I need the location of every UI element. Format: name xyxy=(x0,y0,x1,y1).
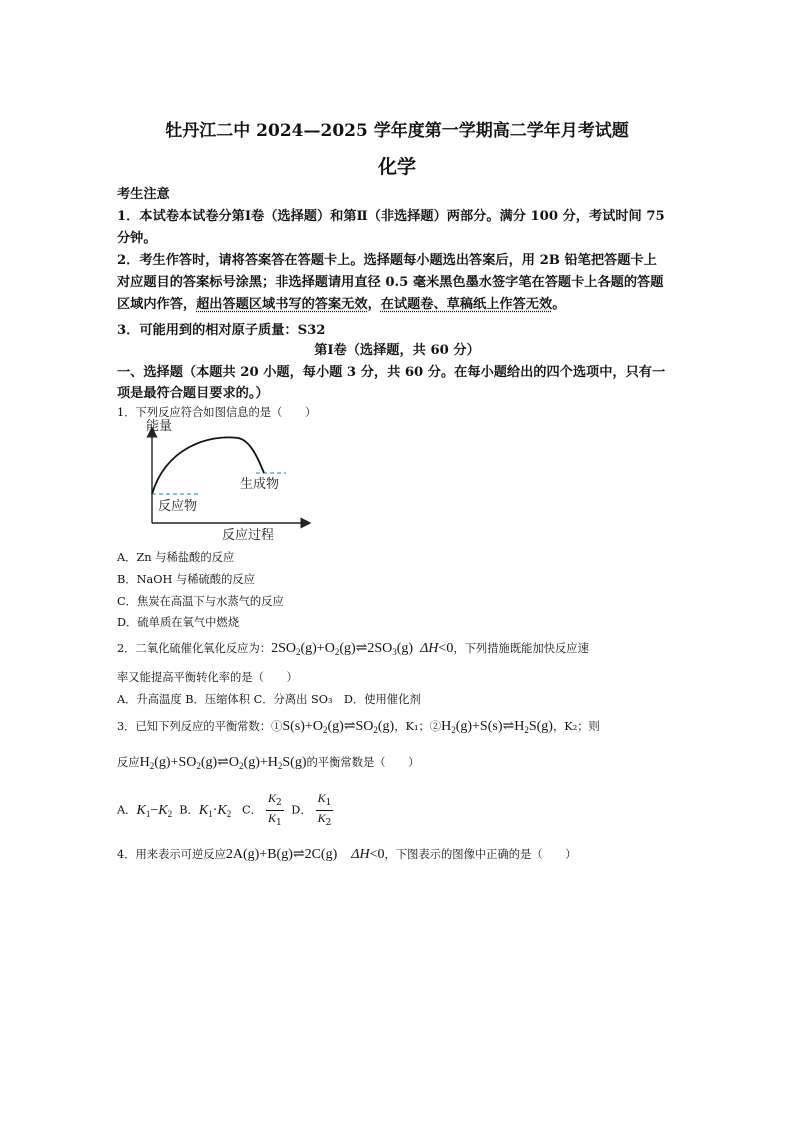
reactant-label: 反应物 xyxy=(158,499,198,514)
q1-option-c: C．焦炭在高温下与水蒸气的反应 xyxy=(117,595,284,608)
q3-option-c-label: C． xyxy=(242,803,262,817)
q3-option-c-expr: $\frac{K_2}{K_1}$ xyxy=(267,791,282,828)
section-instructions-1: 一、选择题（本题共 20 小题，每小题 3 分，共 60 分。在每小题给出的四个选项中，只有一 xyxy=(117,365,666,380)
notice-item-2a: 2．考生作答时，请将答案答在答题卡上。选择题每小题选出答案后，用 2B 铅笔把答题卡上 xyxy=(117,253,657,268)
subject-title: 化学 xyxy=(377,156,416,178)
notice-item-2c-part2: ， xyxy=(367,297,381,312)
q2-options: A．升高温度 B．压缩体积 C．分离出 SO₃ D．使用催化剂 xyxy=(117,693,421,706)
notice-item-2b: 对应题目的答案标号涂黑；非选择题请用直径 0.5 毫米黑色墨水签字笔在答题卡上各题的答题 xyxy=(117,275,664,290)
notice-item-2c-emphasis2: 在试题卷、草稿纸上作答无效 xyxy=(380,297,553,312)
section-instructions-2: 项是最符合题目要求的。） xyxy=(117,386,269,401)
q3-option-d-expr: $\frac{K_1}{K_2}$ xyxy=(317,791,332,828)
q1-option-a: A．Zn 与稀盐酸的反应 xyxy=(117,551,235,564)
notice-heading: 考生注意 xyxy=(117,187,170,202)
q2-stem-line2: 率又能提高平衡转化率的是（ ） xyxy=(117,671,298,684)
notice-item-2c-part3: 。 xyxy=(552,297,566,312)
q3-stem-line2 xyxy=(117,754,419,771)
q2-stem-post: ，下列措施既能加快反应速 xyxy=(453,642,589,655)
q1-option-b: B．NaOH 与稀硫酸的反应 xyxy=(117,573,256,586)
q3-option-b-label: B． xyxy=(179,803,199,817)
q3-stem xyxy=(117,718,600,735)
q3-equation-1: $S(s)+O_2(g)\rightleftharpoons SO_2(g)$ xyxy=(282,719,395,735)
q3-k1-sep: ，K₁；② xyxy=(394,720,442,733)
q4-stem-post: ，下图表示的图像中正确的是（ ） xyxy=(384,848,577,861)
section-title: 第Ⅰ卷（选择题，共 60 分） xyxy=(314,343,480,358)
q3-equation-2: $H_2(g)+S(s)\rightleftharpoons H_2S(g)$ xyxy=(441,719,553,735)
q3-line2-pre: 反应 xyxy=(117,756,140,769)
x-axis-label: 反应过程 xyxy=(222,528,275,542)
q1-energy-diagram xyxy=(138,418,318,542)
q3-k2-sep: ，K₂；则 xyxy=(552,720,600,733)
notice-item-2c-part1: 区域内作答， xyxy=(117,297,197,312)
q3-equation-3: $H_2(g)+SO_2(g)\rightleftharpoons O_2(g)+H_2S(g)$ xyxy=(139,755,307,771)
notice-item-3: 3．可能用到的相对原子质量：S32 xyxy=(117,323,326,338)
q3-option-b-expr: $K_1\cdot K_2$ xyxy=(198,802,232,819)
q4-stem xyxy=(117,846,577,863)
q4-equation: 2A(g)+B(g)⇌2C(g) ΔH<0 xyxy=(225,847,385,862)
q3-options xyxy=(117,791,337,830)
notice-item-1b: 分钟。 xyxy=(117,231,157,246)
notice-item-2c-emphasis1: 超出答题区域书写的答案无效 xyxy=(196,297,368,312)
q4-stem-pre: 4．用来表示可逆反应 xyxy=(117,848,226,861)
q3-option-a-expr: $K_1-K_2$ xyxy=(136,802,173,819)
exam-title: 牡丹江二中 2024—2025 学年度第一学期高二学年月考试题 xyxy=(165,121,629,141)
y-axis-label: 能量 xyxy=(146,419,173,434)
q3-line2-post: 的平衡常数是（ ） xyxy=(306,756,420,769)
q1-option-d: D．硫单质在氧气中燃烧 xyxy=(117,616,240,629)
q3-option-d-label: D． xyxy=(291,803,312,817)
q3-option-a-label: A． xyxy=(117,803,137,817)
notice-item-1a: 1．本试卷本试卷分第Ⅰ卷（选择题）和第Ⅱ（非选择题）两部分。满分 100 分，考试时间 75 xyxy=(117,209,665,224)
q2-stem xyxy=(117,640,589,657)
q1-stem: 1．下列反应符合如图信息的是（ ） xyxy=(117,406,317,419)
q2-equation: $2SO_2(g)+O_2(g)\rightleftharpoons 2SO_3(g)$ ΔH<0 xyxy=(271,641,454,657)
q2-stem-pre: 2．二氧化硫催化氧化反应为： xyxy=(117,642,272,655)
notice-item-2c xyxy=(117,293,565,312)
product-label: 生成物 xyxy=(240,477,280,492)
q3-stem-pre: 3．已知下列反应的平衡常数：① xyxy=(117,720,283,733)
